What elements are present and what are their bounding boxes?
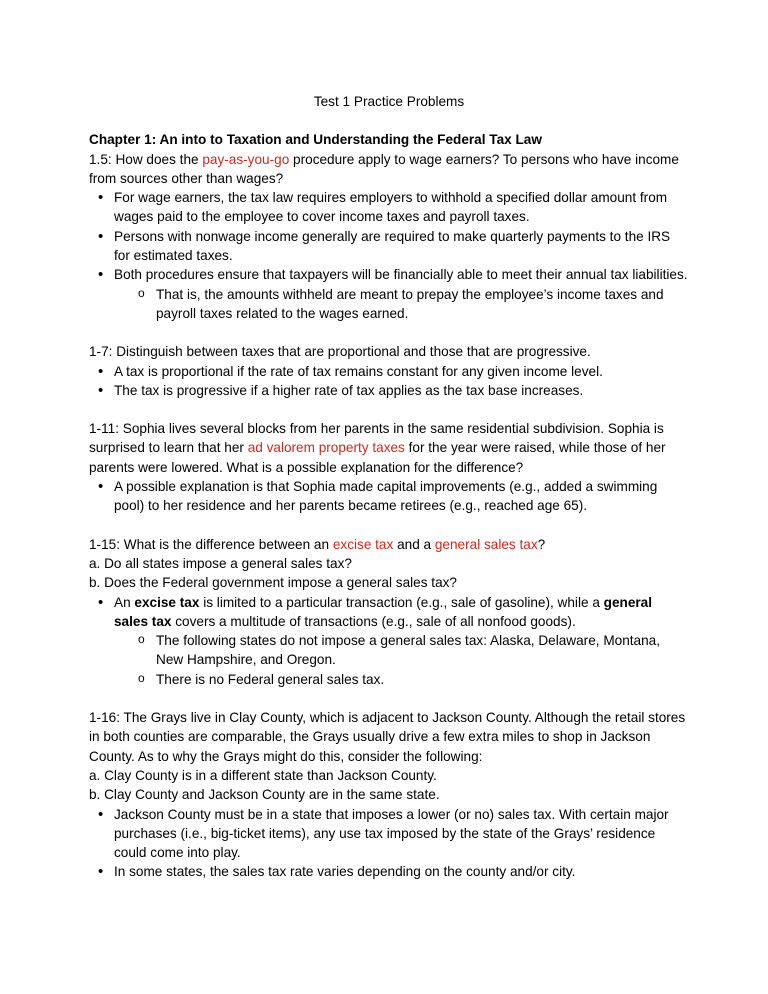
question-1-7 [89,342,689,400]
question-1-7-text: 1-7: Distinguish between taxes that are proportional and those that are progressive. [89,344,591,360]
question-1-5 [89,150,689,324]
list-item: • The tax is progressive if a higher rate of tax applies as the tax base increases. [89,381,689,400]
question-1-5-text: 1.5: How does the pay-as-you-go procedure apply to wage earners? To persons who have income from sources other than wages? [89,151,679,186]
answer-list [89,362,689,401]
list-item: • Both procedures ensure that taxpayers will be financially able to meet their annual tax liabilities. o That is, the amounts withheld are meant to prepay the employee’s income taxes and payroll taxes related to the wages earned. [89,265,689,323]
list-item: • Jackson County must be in a state that imposes a lower (or no) sales tax. With certain major purchases (i.e., big-ticket items), any use tax imposed by the state of the Grays’ residence could come into play. [89,805,689,863]
chapter-heading: Chapter 1: An into to Taxation and Understanding the Federal Tax Law [89,132,542,148]
term-excise-tax: excise tax [332,536,394,552]
list-item: • In some states, the sales tax rate varies depending on the county and/or city. [89,862,689,881]
list-item: • For wage earners, the tax law requires employers to withhold a specified dollar amount from wages paid to the employee to cover income taxes and payroll taxes. [89,188,689,227]
question-1-16 [89,708,689,882]
sub-answer-list [114,285,689,324]
sub-list-item: o There is no Federal general sales tax. [114,670,689,689]
question-1-16-text: 1-16: The Grays live in Clay County, which is adjacent to Jackson County. Although the retail stores in both counties are comparable, the Grays usually drive a few extra miles to shop in Jackson County. As to why the Grays might do this, consider the following: [89,710,686,764]
sub-list-item: o That is, the amounts withheld are meant to prepay the employee’s income taxes and payroll taxes related to the wages earned. [114,285,689,324]
term-general-sales-tax: general sales tax [434,536,538,552]
sub-list-item: o The following states do not impose a general sales tax: Alaska, Delaware, Montana, New Hampshire, and Oregon. [114,631,689,670]
list-item: • An excise tax is limited to a particular transaction (e.g., sale of gasoline), while a general sales tax covers a multitude of transactions (e.g., sale of all nonfood goods). o The following states do not impose a general sales tax: Alaska, Delaware, Montana, New Hampshire, and Oregon. o There is no Federal general sales tax. [89,593,689,689]
question-1-16-part-a: a. Clay County is in a different state than Jackson County. [89,767,437,783]
question-1-15-part-a: a. Do all states impose a general sales tax? [89,555,352,571]
term-ad-valorem: ad valorem property taxes [247,440,405,456]
page-title: Test 1 Practice Problems [313,94,465,109]
question-1-15 [89,535,689,689]
sub-answer-list [114,631,689,689]
list-item: • A possible explanation is that Sophia made capital improvements (e.g., added a swimming pool) to her residence and her parents became retirees (e.g., reached age 65). [89,477,689,516]
list-item: • Persons with nonwage income generally are required to make quarterly payments to the IRS for estimated taxes. [89,227,689,266]
question-1-15-text: 1-15: What is the difference between an excise tax and a general sales tax? [89,536,546,552]
document-page [89,92,689,901]
answer-list [89,188,689,323]
question-1-11-text: 1-11: Sophia lives several blocks from her parents in the same residential subdivision. Sophia is surprised to learn that her ad valorem property taxes for the year were raised, while those of her parents were lowered. What is a possible explanation for the difference? [89,421,666,475]
answer-list [89,593,689,689]
term-pay-as-you-go: pay-as-you-go [202,151,290,167]
list-item: • A tax is proportional if the rate of tax remains constant for any given income level. [89,362,689,381]
question-1-11 [89,419,689,515]
question-1-16-part-b: b. Clay County and Jackson County are in the same state. [89,787,440,803]
question-1-15-part-b: b. Does the Federal government impose a general sales tax? [89,575,457,591]
answer-list [89,805,689,882]
answer-list [89,477,689,516]
